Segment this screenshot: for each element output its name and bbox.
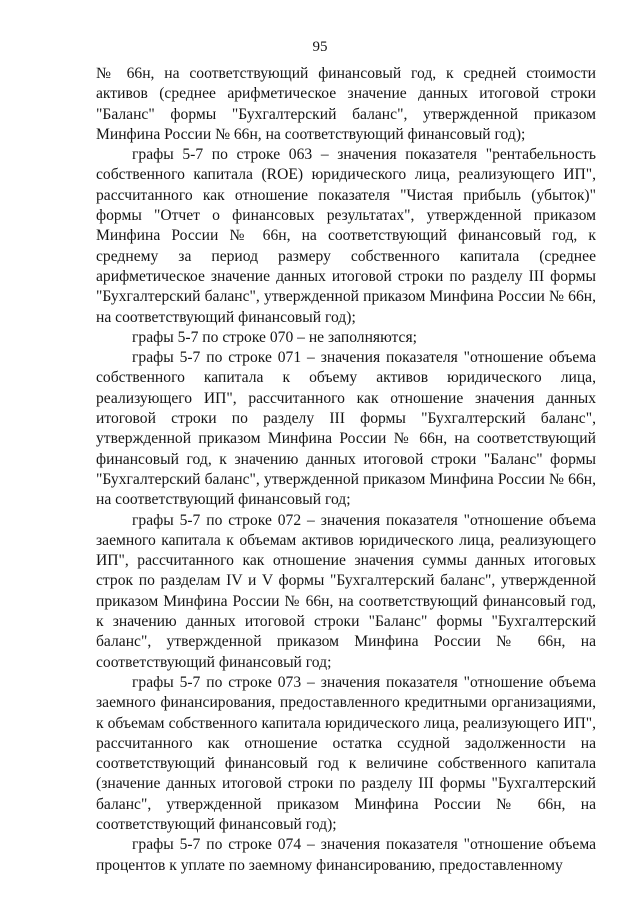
paragraph-row-072: графы 5-7 по строке 072 – значения показателя "отношение объема заемного капитала к объемам активов юридического лица, реализующего ИП", рассчитанного как отношение значения суммы данных итоговых строк по разделам IV и V формы "Бухгалтерский баланс", утвержденной приказом Минфина России № 66н, на соответствующий финансовый год, к значению данных итоговой строки "Баланс" формы "Бухгалтерский баланс", утвержденной приказом Минфина России № 66н, на соответствующий финансовый год; (96, 511, 596, 671)
paragraph-row-063: графы 5-7 по строке 063 – значения показателя "рентабельность собственного капитала (ROE) юридического лица, реализующего ИП", рассчитанного как отношение показателя "Чистая прибыль (убыток)" формы "Отчет о финансовых результатах", утвержденной приказом Минфина России № 66н, на соответствующий финансовый год, к среднему за период размеру собственного капитала (среднее арифметическое значение данных итоговой строки по разделу III формы "Бухгалтерский баланс", утвержденной приказом Минфина России № 66н, на соответствующий финансовый год); (96, 146, 596, 326)
paragraph-row-074: графы 5-7 по строке 074 – значения показателя "отношение объема процентов к уплате по заемному финансированию, предоставленному (96, 836, 596, 874)
paragraph-row-070: графы 5-7 по строке 070 – не заполняются; (132, 328, 417, 346)
page-number: 95 (312, 39, 328, 55)
document-body (96, 64, 596, 876)
paragraph-row-073: графы 5-7 по строке 073 – значения показателя "отношение объема заемного финансирования, предоставленного кредитными организациями, к объемам собственного капитала юридического лица, реализующего ИП", рассчитанного как отношение остатка ссудной задолженности на соответствующий финансовый год к величине собственного капитала (значение данных итоговой строки по разделу III формы "Бухгалтерский баланс", утвержденной приказом Минфина России № 66н, на соответствующий финансовый год); (96, 673, 596, 833)
paragraph-continuation: № 66н, на соответствующий финансовый год, к средней стоимости активов (среднее арифметическое значение данных итоговой строки "Баланс" формы "Бухгалтерский баланс", утвержденной приказом Минфина России № 66н, на соответствующий финансовый год); (96, 65, 596, 143)
paragraph-row-071: графы 5-7 по строке 071 – значения показателя "отношение объема собственного капитала к объему активов юридического лица, реализующего ИП", рассчитанного как отношение значения данных итоговой строки по разделу III формы "Бухгалтерский баланс", утвержденной приказом Минфина России № 66н, на соответствующий финансовый год, к значению данных итоговой строки "Баланс" формы "Бухгалтерский баланс", утвержденной приказом Минфина России № 66н, на соответствующий финансовый год; (96, 349, 596, 509)
